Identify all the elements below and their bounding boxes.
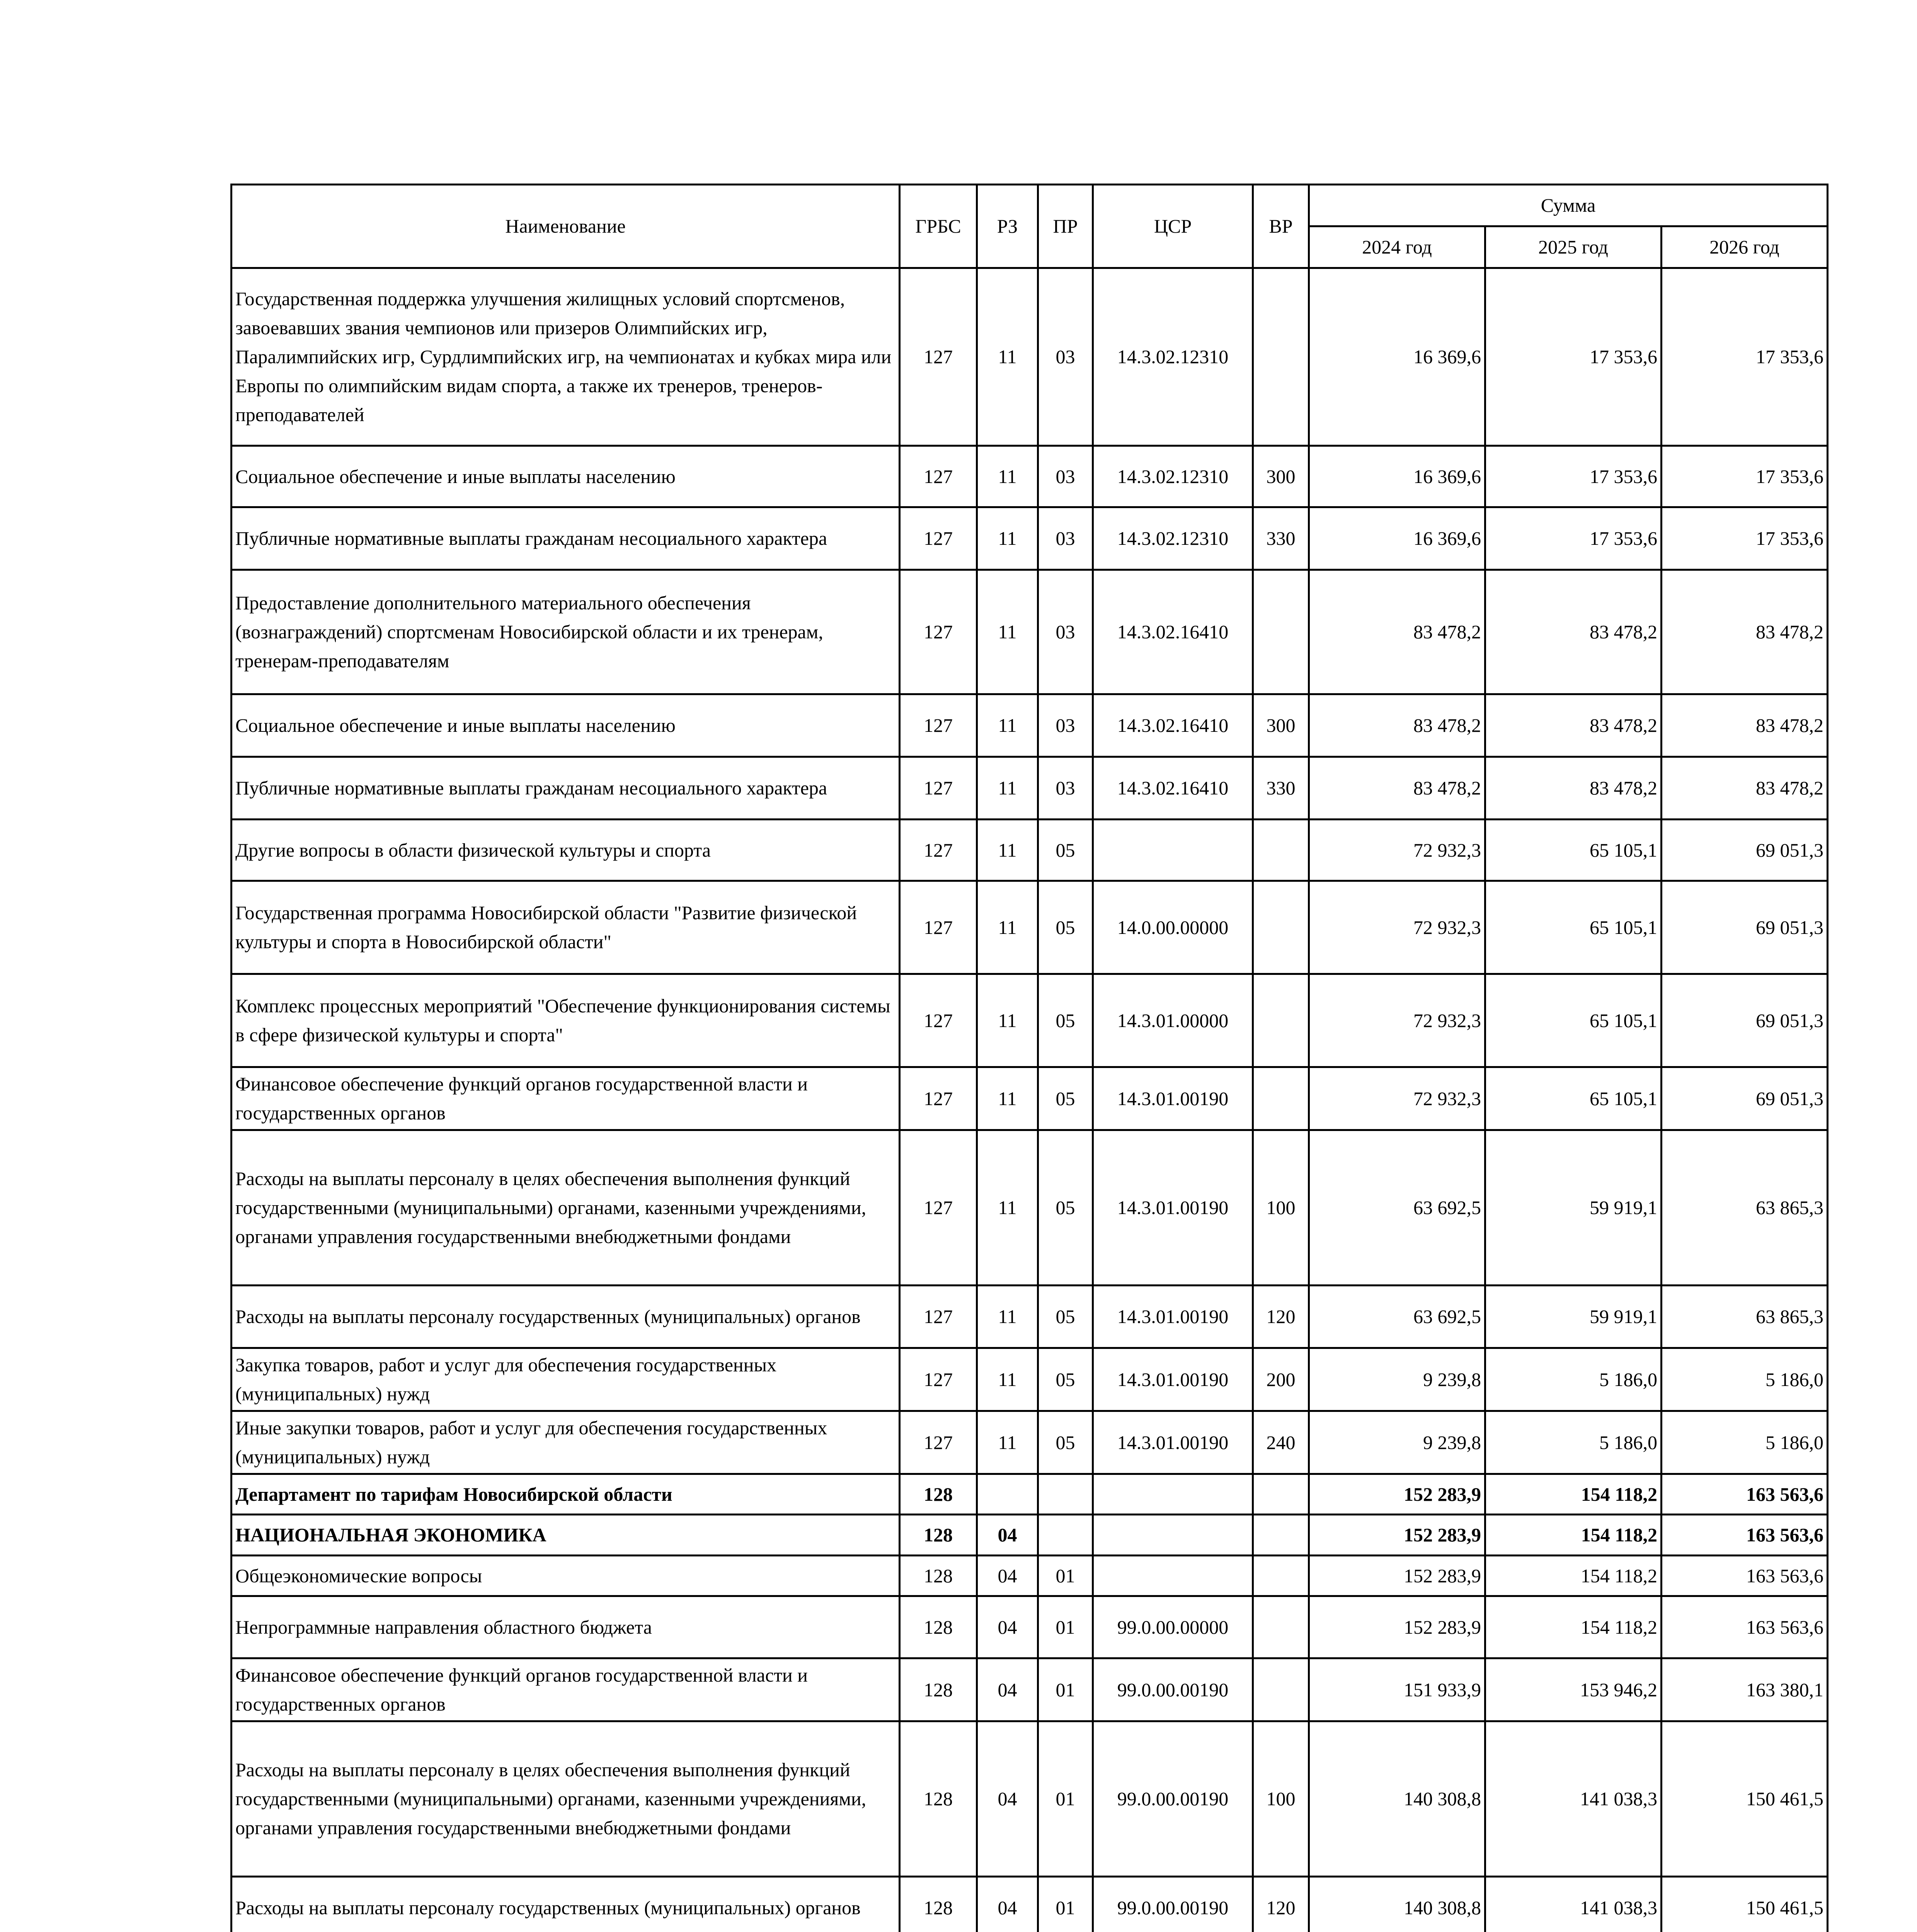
cell-y2026: 17 353,6 xyxy=(1662,507,1828,570)
cell-grbs: 128 xyxy=(900,1515,977,1556)
header-year-2026: 2026 год xyxy=(1662,226,1828,268)
cell-rz: 04 xyxy=(977,1658,1038,1721)
cell-grbs: 127 xyxy=(900,974,977,1067)
cell-rz: 11 xyxy=(977,268,1038,446)
header-rz: РЗ xyxy=(977,185,1038,268)
cell-y2025: 17 353,6 xyxy=(1485,507,1662,570)
cell-y2025: 154 118,2 xyxy=(1485,1556,1662,1596)
cell-pr: 05 xyxy=(1038,1067,1093,1130)
cell-y2024: 140 308,8 xyxy=(1309,1877,1485,1932)
cell-csr xyxy=(1093,1474,1253,1515)
header-vr: ВР xyxy=(1253,185,1309,268)
cell-name: Публичные нормативные выплаты гражданам несоциального характера xyxy=(232,507,900,570)
cell-csr: 14.3.02.12310 xyxy=(1093,446,1253,507)
cell-y2026: 83 478,2 xyxy=(1662,570,1828,694)
cell-vr: 100 xyxy=(1253,1130,1309,1286)
cell-grbs: 127 xyxy=(900,1411,977,1474)
cell-csr: 14.3.02.12310 xyxy=(1093,268,1253,446)
cell-rz: 11 xyxy=(977,1286,1038,1348)
cell-y2024: 72 932,3 xyxy=(1309,1067,1485,1130)
table-row xyxy=(232,757,1828,820)
cell-grbs: 127 xyxy=(900,1067,977,1130)
cell-y2025: 65 105,1 xyxy=(1485,1067,1662,1130)
cell-y2025: 17 353,6 xyxy=(1485,446,1662,507)
cell-vr xyxy=(1253,974,1309,1067)
cell-y2026: 163 563,6 xyxy=(1662,1515,1828,1556)
table-row xyxy=(232,1658,1828,1721)
cell-y2024: 9 239,8 xyxy=(1309,1348,1485,1411)
cell-y2025: 59 919,1 xyxy=(1485,1130,1662,1286)
cell-y2026: 5 186,0 xyxy=(1662,1348,1828,1411)
cell-name: Финансовое обеспечение функций органов государственной власти и государственных органов xyxy=(232,1067,900,1130)
cell-name: Закупка товаров, работ и услуг для обеспечения государственных (муниципальных) нужд xyxy=(232,1348,900,1411)
table-row xyxy=(232,268,1828,446)
cell-y2025: 83 478,2 xyxy=(1485,694,1662,757)
cell-grbs: 127 xyxy=(900,881,977,974)
cell-y2026: 163 563,6 xyxy=(1662,1596,1828,1658)
cell-name: Общеэкономические вопросы xyxy=(232,1556,900,1596)
cell-rz: 11 xyxy=(977,1411,1038,1474)
cell-pr: 01 xyxy=(1038,1721,1093,1877)
cell-y2024: 152 283,9 xyxy=(1309,1515,1485,1556)
cell-name: НАЦИОНАЛЬНАЯ ЭКОНОМИКА xyxy=(232,1515,900,1556)
cell-grbs: 127 xyxy=(900,1348,977,1411)
cell-y2024: 151 933,9 xyxy=(1309,1658,1485,1721)
cell-csr: 14.3.01.00190 xyxy=(1093,1286,1253,1348)
header-year-2024: 2024 год xyxy=(1309,226,1485,268)
cell-pr: 03 xyxy=(1038,757,1093,820)
cell-csr xyxy=(1093,820,1253,881)
cell-csr: 14.3.01.00190 xyxy=(1093,1067,1253,1130)
cell-csr: 14.3.02.16410 xyxy=(1093,757,1253,820)
cell-grbs: 128 xyxy=(900,1877,977,1932)
cell-name: Расходы на выплаты персоналу в целях обеспечения выполнения функций государственными (муниципальными) органами, казенными учреждениями, органами управления государственными внебюджетными фондами xyxy=(232,1721,900,1877)
cell-y2025: 65 105,1 xyxy=(1485,820,1662,881)
cell-rz: 11 xyxy=(977,1130,1038,1286)
cell-rz: 04 xyxy=(977,1596,1038,1658)
cell-vr: 240 xyxy=(1253,1411,1309,1474)
cell-vr xyxy=(1253,1474,1309,1515)
cell-rz: 11 xyxy=(977,507,1038,570)
cell-rz: 11 xyxy=(977,974,1038,1067)
cell-name: Расходы на выплаты персоналу государственных (муниципальных) органов xyxy=(232,1286,900,1348)
table-row xyxy=(232,1286,1828,1348)
cell-csr: 99.0.00.00190 xyxy=(1093,1877,1253,1932)
cell-y2025: 59 919,1 xyxy=(1485,1286,1662,1348)
cell-rz: 11 xyxy=(977,757,1038,820)
cell-y2024: 83 478,2 xyxy=(1309,757,1485,820)
cell-name: Непрограммные направления областного бюджета xyxy=(232,1596,900,1658)
cell-rz: 11 xyxy=(977,1348,1038,1411)
budget-table xyxy=(230,184,1828,1932)
table-row xyxy=(232,1348,1828,1411)
table-row xyxy=(232,820,1828,881)
cell-y2026: 63 865,3 xyxy=(1662,1286,1828,1348)
cell-pr: 05 xyxy=(1038,1286,1093,1348)
cell-name: Публичные нормативные выплаты гражданам несоциального характера xyxy=(232,757,900,820)
cell-vr: 330 xyxy=(1253,757,1309,820)
cell-vr xyxy=(1253,570,1309,694)
cell-name: Расходы на выплаты персоналу в целях обеспечения выполнения функций государственными (муниципальными) органами, казенными учреждениями, органами управления государственными внебюджетными фондами xyxy=(232,1130,900,1286)
cell-csr: 99.0.00.00190 xyxy=(1093,1721,1253,1877)
cell-grbs: 127 xyxy=(900,694,977,757)
cell-name: Социальное обеспечение и иные выплаты населению xyxy=(232,694,900,757)
cell-pr: 03 xyxy=(1038,694,1093,757)
cell-name: Финансовое обеспечение функций органов государственной власти и государственных органов xyxy=(232,1658,900,1721)
cell-vr xyxy=(1253,268,1309,446)
cell-rz: 04 xyxy=(977,1556,1038,1596)
cell-y2026: 63 865,3 xyxy=(1662,1130,1828,1286)
cell-y2025: 154 118,2 xyxy=(1485,1474,1662,1515)
table-row xyxy=(232,1130,1828,1286)
table-row xyxy=(232,446,1828,507)
cell-grbs: 127 xyxy=(900,507,977,570)
cell-vr xyxy=(1253,1556,1309,1596)
cell-y2026: 17 353,6 xyxy=(1662,268,1828,446)
cell-csr: 14.3.01.00190 xyxy=(1093,1130,1253,1286)
cell-y2025: 5 186,0 xyxy=(1485,1348,1662,1411)
cell-pr: 03 xyxy=(1038,268,1093,446)
cell-grbs: 128 xyxy=(900,1721,977,1877)
header-pr: ПР xyxy=(1038,185,1093,268)
cell-y2024: 9 239,8 xyxy=(1309,1411,1485,1474)
table-row xyxy=(232,974,1828,1067)
cell-pr: 03 xyxy=(1038,446,1093,507)
cell-pr: 01 xyxy=(1038,1658,1093,1721)
header-sum: Сумма xyxy=(1309,185,1828,226)
table-row xyxy=(232,1067,1828,1130)
cell-y2024: 72 932,3 xyxy=(1309,881,1485,974)
cell-csr: 14.3.02.16410 xyxy=(1093,570,1253,694)
cell-name: Государственная программа Новосибирской области "Развитие физической культуры и спорта в Новосибирской области" xyxy=(232,881,900,974)
cell-rz xyxy=(977,1474,1038,1515)
cell-y2026: 5 186,0 xyxy=(1662,1411,1828,1474)
table-body xyxy=(232,268,1828,1932)
cell-vr xyxy=(1253,1596,1309,1658)
cell-pr: 05 xyxy=(1038,974,1093,1067)
cell-csr: 14.3.01.00190 xyxy=(1093,1411,1253,1474)
cell-grbs: 128 xyxy=(900,1556,977,1596)
cell-csr: 14.3.02.12310 xyxy=(1093,507,1253,570)
cell-grbs: 127 xyxy=(900,446,977,507)
cell-grbs: 127 xyxy=(900,1286,977,1348)
cell-csr xyxy=(1093,1556,1253,1596)
cell-rz: 11 xyxy=(977,570,1038,694)
cell-y2025: 154 118,2 xyxy=(1485,1596,1662,1658)
cell-y2025: 141 038,3 xyxy=(1485,1877,1662,1932)
cell-y2024: 72 932,3 xyxy=(1309,820,1485,881)
cell-name: Расходы на выплаты персоналу государственных (муниципальных) органов xyxy=(232,1877,900,1932)
table-row xyxy=(232,1411,1828,1474)
cell-y2024: 83 478,2 xyxy=(1309,570,1485,694)
cell-y2024: 152 283,9 xyxy=(1309,1556,1485,1596)
cell-vr xyxy=(1253,1658,1309,1721)
cell-csr: 14.0.00.00000 xyxy=(1093,881,1253,974)
cell-csr: 99.0.00.00190 xyxy=(1093,1658,1253,1721)
cell-y2026: 163 380,1 xyxy=(1662,1658,1828,1721)
table-row xyxy=(232,570,1828,694)
cell-pr: 03 xyxy=(1038,507,1093,570)
table-row xyxy=(232,1596,1828,1658)
cell-vr xyxy=(1253,1515,1309,1556)
table-row xyxy=(232,881,1828,974)
cell-csr: 14.3.01.00190 xyxy=(1093,1348,1253,1411)
cell-rz: 11 xyxy=(977,446,1038,507)
cell-pr: 05 xyxy=(1038,881,1093,974)
cell-rz: 11 xyxy=(977,881,1038,974)
cell-vr: 200 xyxy=(1253,1348,1309,1411)
header-name: Наименование xyxy=(232,185,900,268)
header-year-2025: 2025 год xyxy=(1485,226,1662,268)
cell-vr xyxy=(1253,820,1309,881)
cell-name: Государственная поддержка улучшения жилищных условий спортсменов, завоевавших звания чемпионов или призеров Олимпийских игр, Паралимпийских игр, Сурдлимпийских игр, на чемпионатах и кубках мира или Европы по олимпийским видам спорта, а также их тренеров, тренеров-преподавателей xyxy=(232,268,900,446)
cell-pr: 05 xyxy=(1038,1130,1093,1286)
cell-pr xyxy=(1038,1474,1093,1515)
table-header xyxy=(232,185,1828,268)
table-row xyxy=(232,1721,1828,1877)
cell-y2025: 83 478,2 xyxy=(1485,570,1662,694)
cell-y2026: 83 478,2 xyxy=(1662,757,1828,820)
cell-y2026: 69 051,3 xyxy=(1662,1067,1828,1130)
table-row xyxy=(232,694,1828,757)
cell-grbs: 127 xyxy=(900,570,977,694)
cell-csr: 14.3.01.00000 xyxy=(1093,974,1253,1067)
table-row xyxy=(232,1515,1828,1556)
cell-grbs: 127 xyxy=(900,268,977,446)
cell-y2026: 69 051,3 xyxy=(1662,974,1828,1067)
cell-pr: 01 xyxy=(1038,1877,1093,1932)
cell-pr: 05 xyxy=(1038,820,1093,881)
table-row xyxy=(232,1474,1828,1515)
cell-y2026: 69 051,3 xyxy=(1662,881,1828,974)
cell-rz: 04 xyxy=(977,1721,1038,1877)
cell-y2025: 153 946,2 xyxy=(1485,1658,1662,1721)
header-grbs: ГРБС xyxy=(900,185,977,268)
cell-y2024: 63 692,5 xyxy=(1309,1286,1485,1348)
cell-y2024: 16 369,6 xyxy=(1309,507,1485,570)
cell-pr: 05 xyxy=(1038,1411,1093,1474)
cell-rz: 11 xyxy=(977,1067,1038,1130)
cell-y2026: 69 051,3 xyxy=(1662,820,1828,881)
cell-y2024: 140 308,8 xyxy=(1309,1721,1485,1877)
cell-y2025: 65 105,1 xyxy=(1485,881,1662,974)
cell-csr: 99.0.00.00000 xyxy=(1093,1596,1253,1658)
cell-vr: 300 xyxy=(1253,694,1309,757)
cell-y2025: 141 038,3 xyxy=(1485,1721,1662,1877)
cell-y2024: 83 478,2 xyxy=(1309,694,1485,757)
cell-name: Департамент по тарифам Новосибирской области xyxy=(232,1474,900,1515)
cell-vr xyxy=(1253,881,1309,974)
cell-y2026: 17 353,6 xyxy=(1662,446,1828,507)
cell-csr: 14.3.02.16410 xyxy=(1093,694,1253,757)
cell-grbs: 127 xyxy=(900,1130,977,1286)
cell-y2025: 17 353,6 xyxy=(1485,268,1662,446)
cell-grbs: 128 xyxy=(900,1658,977,1721)
cell-y2024: 152 283,9 xyxy=(1309,1474,1485,1515)
cell-rz: 04 xyxy=(977,1515,1038,1556)
cell-vr: 330 xyxy=(1253,507,1309,570)
cell-vr: 300 xyxy=(1253,446,1309,507)
cell-vr: 100 xyxy=(1253,1721,1309,1877)
cell-y2024: 16 369,6 xyxy=(1309,268,1485,446)
cell-y2024: 72 932,3 xyxy=(1309,974,1485,1067)
cell-grbs: 128 xyxy=(900,1474,977,1515)
cell-name: Комплекс процессных мероприятий "Обеспечение функционирования системы в сфере физической культуры и спорта" xyxy=(232,974,900,1067)
cell-y2026: 163 563,6 xyxy=(1662,1474,1828,1515)
cell-pr: 01 xyxy=(1038,1556,1093,1596)
cell-y2024: 152 283,9 xyxy=(1309,1596,1485,1658)
cell-pr: 01 xyxy=(1038,1596,1093,1658)
cell-y2025: 154 118,2 xyxy=(1485,1515,1662,1556)
cell-name: Другие вопросы в области физической культуры и спорта xyxy=(232,820,900,881)
cell-vr xyxy=(1253,1067,1309,1130)
table-row xyxy=(232,1877,1828,1932)
table-row xyxy=(232,1556,1828,1596)
table-row xyxy=(232,507,1828,570)
cell-rz: 11 xyxy=(977,694,1038,757)
cell-csr xyxy=(1093,1515,1253,1556)
cell-grbs: 127 xyxy=(900,820,977,881)
cell-y2024: 16 369,6 xyxy=(1309,446,1485,507)
cell-y2025: 5 186,0 xyxy=(1485,1411,1662,1474)
cell-y2024: 63 692,5 xyxy=(1309,1130,1485,1286)
cell-y2026: 150 461,5 xyxy=(1662,1877,1828,1932)
cell-name: Предоставление дополнительного материального обеспечения (вознаграждений) спортсменам Новосибирской области и их тренерам, тренерам-преподавателям xyxy=(232,570,900,694)
cell-y2025: 65 105,1 xyxy=(1485,974,1662,1067)
cell-pr: 03 xyxy=(1038,570,1093,694)
cell-rz: 04 xyxy=(977,1877,1038,1932)
cell-grbs: 128 xyxy=(900,1596,977,1658)
cell-rz: 11 xyxy=(977,820,1038,881)
cell-y2025: 83 478,2 xyxy=(1485,757,1662,820)
cell-y2026: 83 478,2 xyxy=(1662,694,1828,757)
cell-vr: 120 xyxy=(1253,1286,1309,1348)
cell-grbs: 127 xyxy=(900,757,977,820)
cell-y2026: 163 563,6 xyxy=(1662,1556,1828,1596)
cell-pr: 05 xyxy=(1038,1348,1093,1411)
header-csr: ЦСР xyxy=(1093,185,1253,268)
cell-y2026: 150 461,5 xyxy=(1662,1721,1828,1877)
cell-vr: 120 xyxy=(1253,1877,1309,1932)
cell-pr xyxy=(1038,1515,1093,1556)
cell-name: Иные закупки товаров, работ и услуг для обеспечения государственных (муниципальных) нужд xyxy=(232,1411,900,1474)
cell-name: Социальное обеспечение и иные выплаты населению xyxy=(232,446,900,507)
